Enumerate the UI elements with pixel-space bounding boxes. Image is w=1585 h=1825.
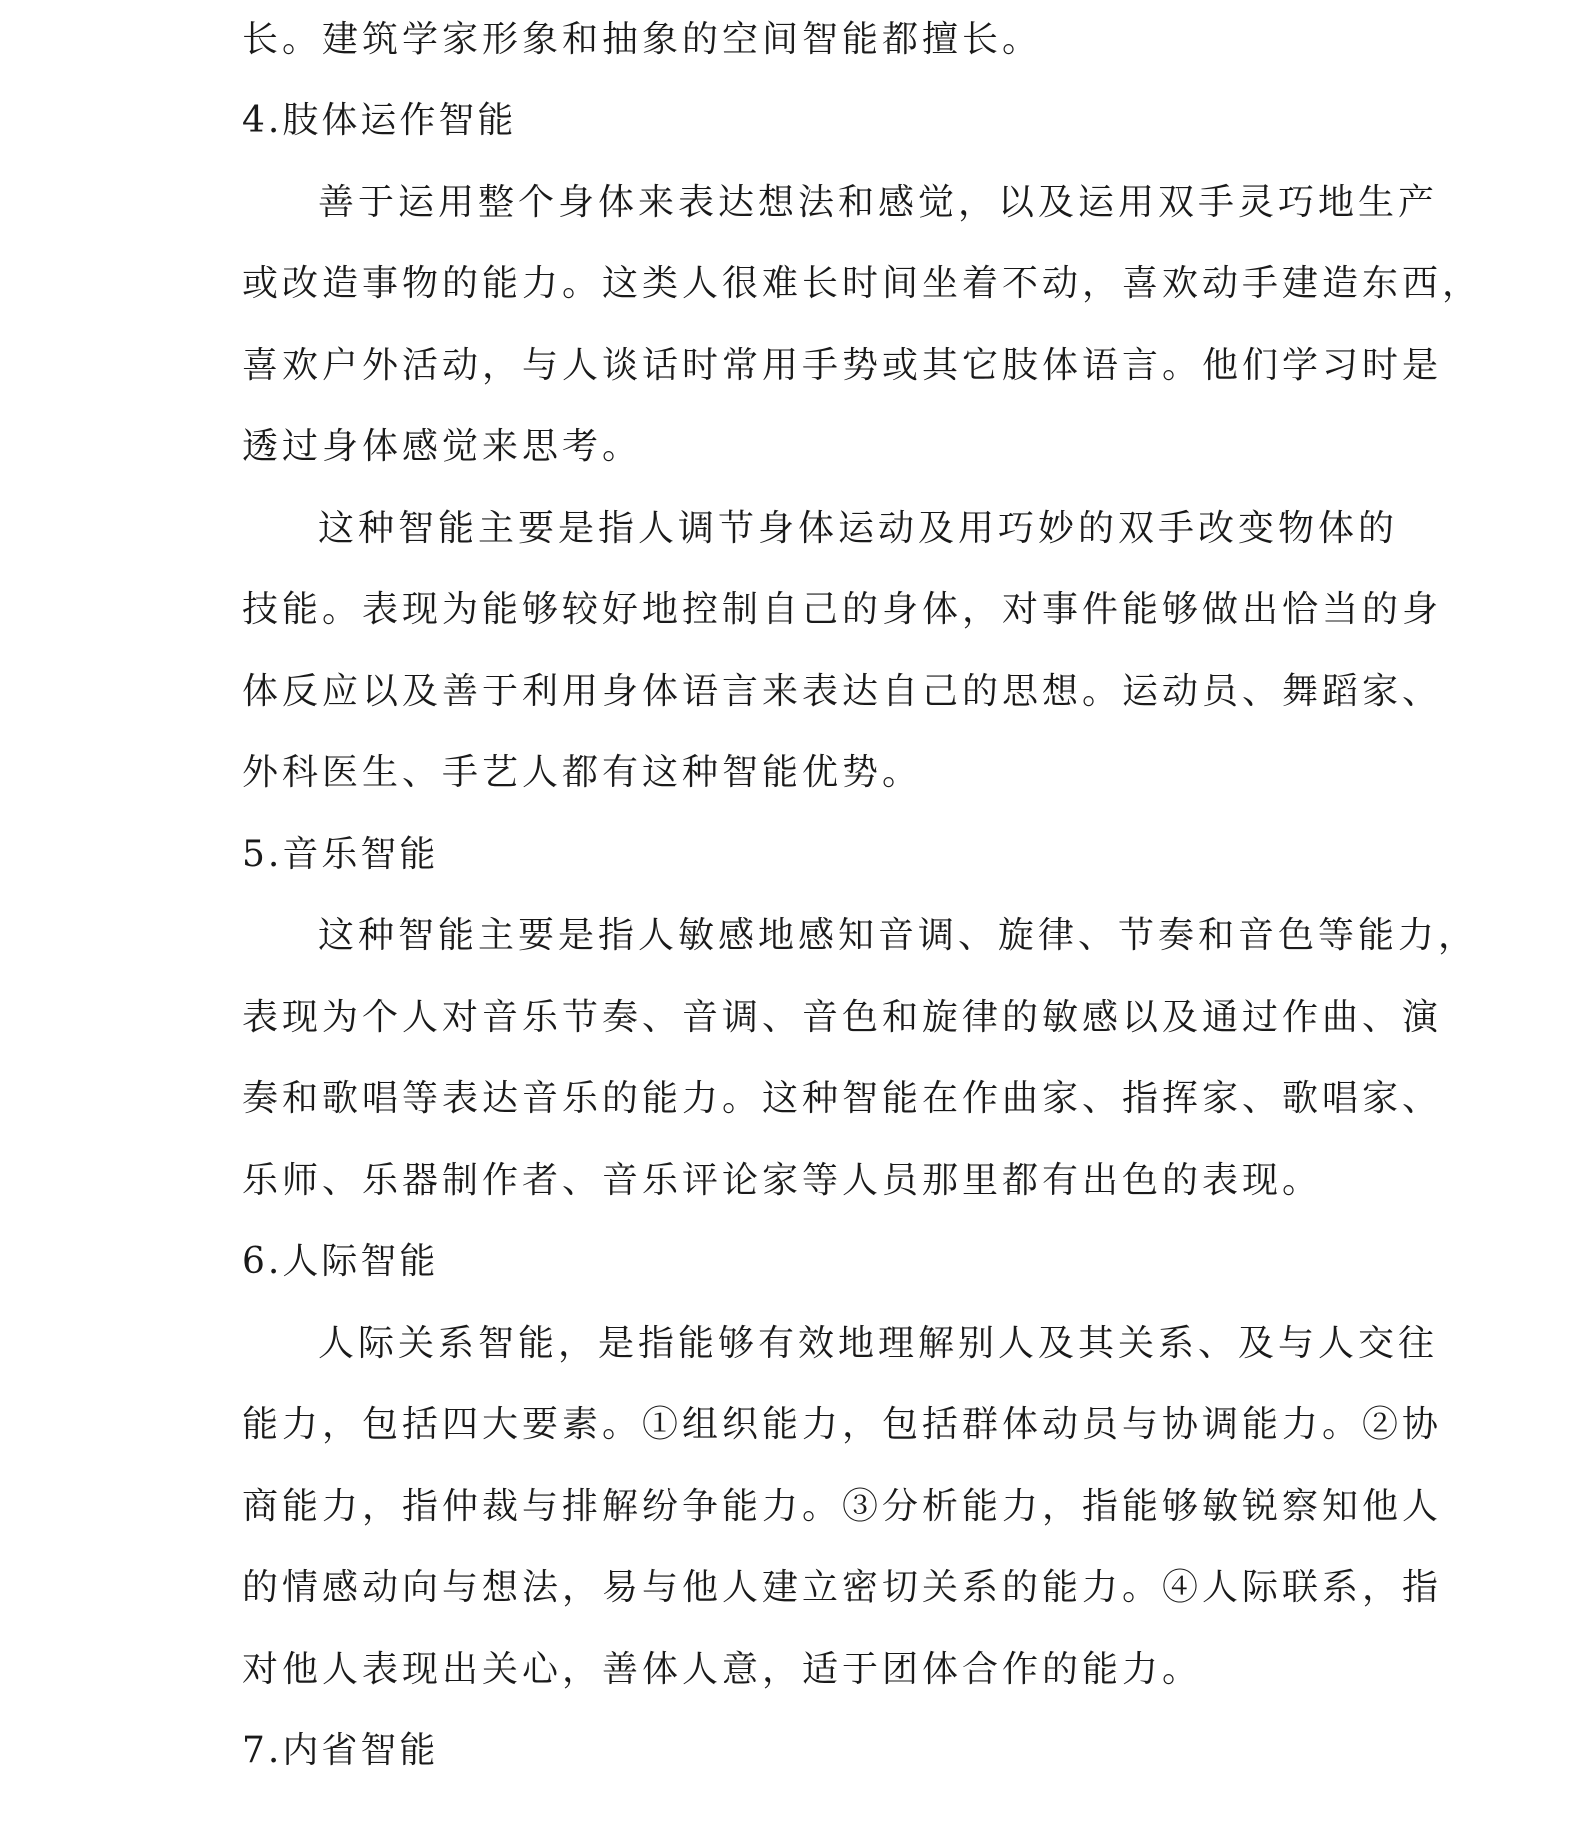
paragraph-line: 或改造事物的能力。这类人很难长时间坐着不动，喜欢动手建造东西， (242, 263, 1483, 304)
paragraph-line: 外科医生、手艺人都有这种智能优势。 (242, 752, 923, 793)
section-heading-5: 5.音乐智能 (242, 834, 439, 875)
paragraph-line: 的情感动向与想法，易与他人建立密切关系的能力。④人际联系，指 (242, 1567, 1443, 1608)
paragraph-line: 对他人表现出关心，善体人意，适于团体合作的能力。 (242, 1649, 1203, 1690)
paragraph-line: 乐师、乐器制作者、音乐评论家等人员那里都有出色的表现。 (242, 1160, 1323, 1201)
paragraph-line: 这种智能主要是指人敏感地感知音调、旋律、节奏和音色等能力， (318, 915, 1479, 956)
text-line: 长。建筑学家形象和抽象的空间智能都擅长。 (242, 19, 1043, 60)
paragraph-line: 善于运用整个身体来表达想法和感觉，以及运用双手灵巧地生产 (318, 182, 1439, 223)
paragraph-line: 人际关系智能，是指能够有效地理解别人及其关系、及与人交往 (318, 1323, 1439, 1364)
section-heading-4: 4.肢体运作智能 (242, 100, 517, 141)
section-heading-7: 7.内省智能 (242, 1730, 439, 1771)
paragraph-line: 体反应以及善于利用身体语言来表达自己的思想。运动员、舞蹈家、 (242, 671, 1443, 712)
paragraph-line: 喜欢户外活动，与人谈话时常用手势或其它肢体语言。他们学习时是 (242, 345, 1443, 386)
paragraph-line: 奏和歌唱等表达音乐的能力。这种智能在作曲家、指挥家、歌唱家、 (242, 1078, 1443, 1119)
paragraph-line: 透过身体感觉来思考。 (242, 426, 643, 467)
paragraph-line: 表现为个人对音乐节奏、音调、音色和旋律的敏感以及通过作曲、演 (242, 997, 1443, 1038)
paragraph-line: 技能。表现为能够较好地控制自己的身体，对事件能够做出恰当的身 (242, 589, 1443, 630)
paragraph-line: 能力，包括四大要素。①组织能力，包括群体动员与协调能力。②协 (242, 1404, 1443, 1445)
paragraph-line: 商能力，指仲裁与排解纷争能力。③分析能力，指能够敏锐察知他人 (242, 1486, 1443, 1527)
section-heading-6: 6.人际智能 (242, 1241, 439, 1282)
paragraph-line: 这种智能主要是指人调节身体运动及用巧妙的双手改变物体的 (318, 508, 1399, 549)
